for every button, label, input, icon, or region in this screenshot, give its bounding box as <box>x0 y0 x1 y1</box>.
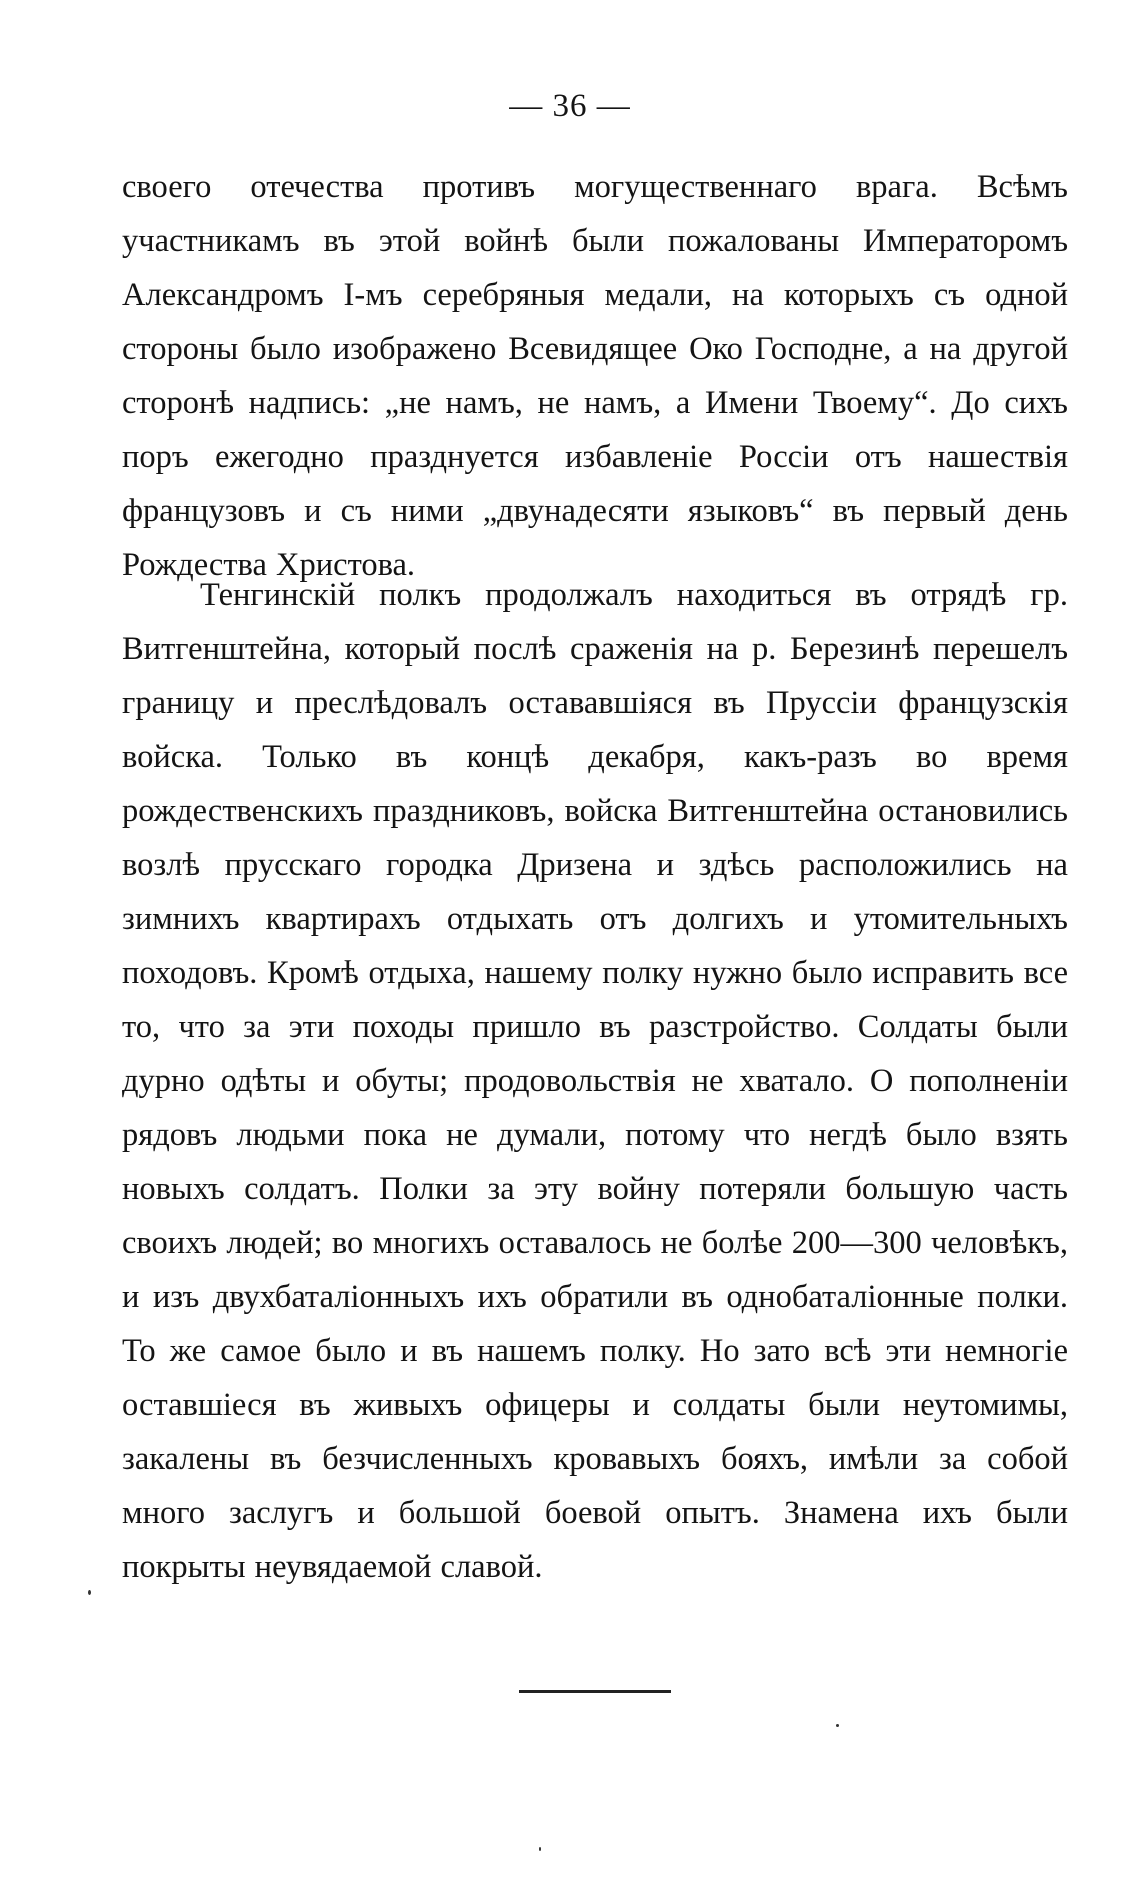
paragraph-2 <box>122 568 1068 1594</box>
paragraph-1: своего отечества противъ могущественнаго врага. Всѣмъ участникамъ въ этой войнѣ были пожалованы Императоромъ Александромъ I-мъ серебряныя медали, на которыхъ съ одной стороны было изображено Всевидящее Око Господне, а на другой сторонѣ надпись: „не намъ, не намъ, а Имени Твоему“. До сихъ поръ ежегодно празднуется избавленіе Россіи отъ нашествія французовъ и съ ними „двунадесяти языковъ“ въ первый день Рождества Христова. <box>122 169 1068 583</box>
print-speck <box>539 1847 541 1851</box>
paragraph-2-text: Тенгинскій полкъ продолжалъ находиться въ отрядѣ гр. Витгенштейна, который послѣ сраженія на р. Березинѣ перешелъ границу и преслѣдовалъ остававшіяся въ Пруссіи французскія войска. Только въ концѣ декабря, какъ-разъ во время рождественскихъ праздниковъ, войска Витгенштейна остановились возлѣ прусскаго городка Дризена и здѣсь расположились на зимнихъ квартирахъ отдыхать отъ долгихъ и утомительныхъ походовъ. Кромѣ отдыха, нашему полку нужно было исправить все то, что за эти походы пришло въ разстройство. Солдаты были дурно одѣты и обуты; продовольствія не хватало. О пополненіи рядовъ людьми пока не думали, потому что негдѣ было взять новыхъ солдатъ. Полки за эту войну потеряли большую часть своихъ людей; во многихъ оставалось не болѣе 200—300 человѣкъ, и изъ двухбаталіонныхъ ихъ обратили въ однобаталіонные полки. То же самое было и въ нашемъ полку. Но зато всѣ эти немногіе оставшіеся въ живыхъ офицеры и солдаты были неутомимы, закалены въ безчисленныхъ кровавыхъ бояхъ, имѣли за собой много заслугъ и большой боевой опытъ. Знамена ихъ были покрыты неувядаемой славой. <box>122 577 1068 1585</box>
end-rule <box>519 1690 671 1693</box>
page-number: — 36 — <box>509 88 631 124</box>
print-speck <box>836 1724 839 1727</box>
print-speck <box>88 1590 91 1595</box>
